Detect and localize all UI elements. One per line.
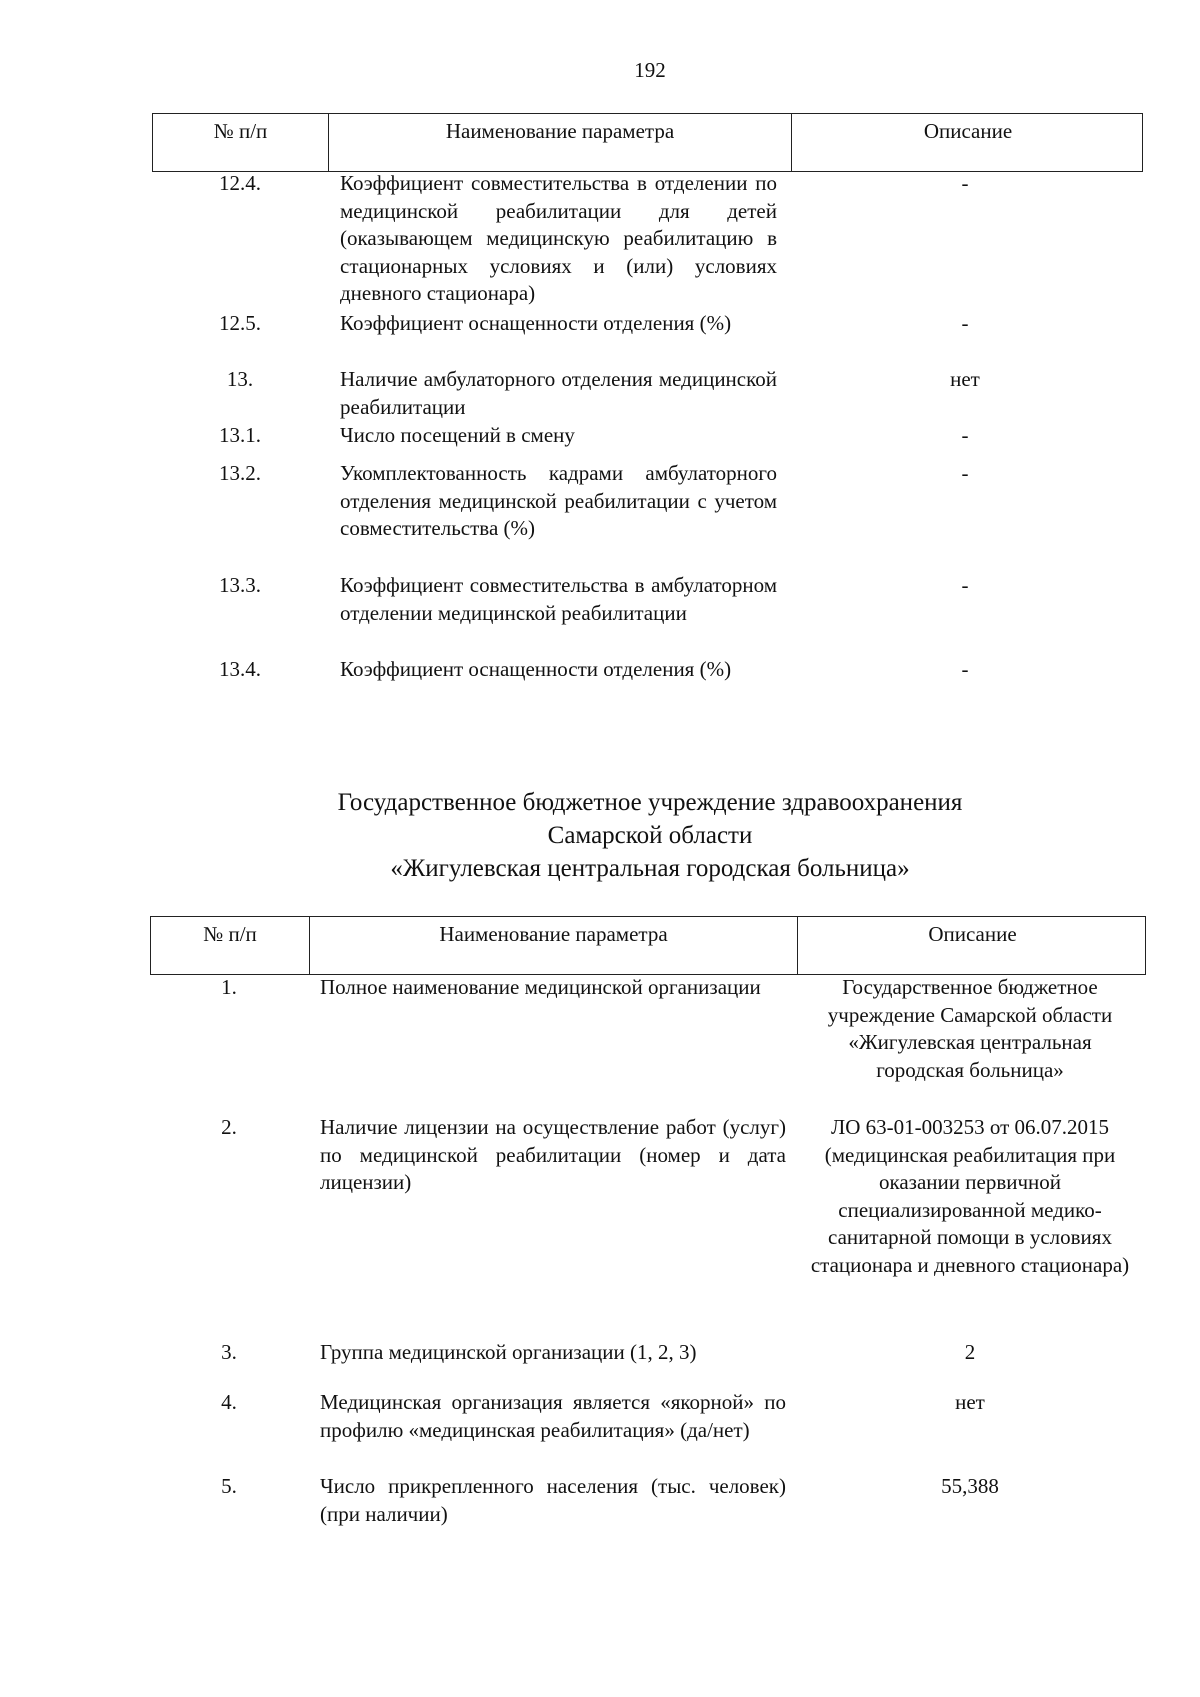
row-number: 13.3. <box>219 573 261 597</box>
row-number: 1. <box>221 975 237 999</box>
page-number: 192 <box>634 58 666 82</box>
row-description: - <box>961 573 969 597</box>
row-name: Наличие лицензии на осуществление работ (услуг) по медицинской реабилитации (номер и дата лицензии) <box>320 1115 786 1194</box>
row-number: 12.4. <box>219 171 261 195</box>
row-number: 13.4. <box>219 657 261 681</box>
row-number: 12.5. <box>219 311 261 335</box>
row-number: 5. <box>221 1474 237 1498</box>
row-name: Число посещений в смену <box>340 423 575 447</box>
row-number: 2. <box>221 1115 237 1139</box>
table2-header-num: № п/п <box>203 922 257 946</box>
row-description: - <box>961 171 969 195</box>
table1-header-num: № п/п <box>213 119 268 143</box>
row-description: нет <box>950 367 980 391</box>
row-name: Коэффициент совместительства в амбулаторном отделении медицинской реабилитации <box>340 573 777 625</box>
row-description: - <box>961 657 969 681</box>
row-number: 13. <box>226 367 254 391</box>
row-number: 13.1. <box>219 423 261 447</box>
row-name: Наличие амбулаторного отделения медицинской реабилитации <box>340 367 777 419</box>
row-description: нет <box>955 1390 985 1414</box>
row-name: Число прикрепленного населения (тыс. человек) (при наличии) <box>320 1474 786 1526</box>
row-name: Коэффициент оснащенности отделения (%) <box>340 311 732 335</box>
table2-header-desc: Описание <box>797 917 1147 974</box>
section-title-line2: Самарской области <box>547 822 753 849</box>
table1-header <box>152 113 1143 172</box>
row-description: - <box>961 423 969 447</box>
row-description: 55,388 <box>941 1474 999 1498</box>
row-name: Укомплектованность кадрами амбулаторного отделения медицинской реабилитации с учетом совместительства (%) <box>340 461 777 540</box>
row-name: Коэффициент оснащенности отделения (%) <box>340 657 732 681</box>
row-description: 2 <box>964 1340 976 1364</box>
table2-header-name: Наименование параметра <box>309 917 797 974</box>
row-number: 13.2. <box>219 461 261 485</box>
row-description: - <box>961 311 969 335</box>
row-name: Медицинская организация является «якорной» по профилю «медицинская реабилитация» (да/нет) <box>320 1390 786 1442</box>
table2-header <box>150 916 1146 975</box>
row-number: 3. <box>221 1340 237 1364</box>
row-name: Коэффициент совместительства в отделении по медицинской реабилитации для детей (оказывающем медицинскую реабилитацию в стационарных условиях и (или) условиях дневного стационара) <box>340 171 777 305</box>
row-description: ЛО 63-01-003253 от 06.07.2015 (медицинская реабилитация при оказании первичной специализированной медико-санитарной помощи в условиях стационара и дневного стационара) <box>810 1115 1130 1277</box>
row-description: Государственное бюджетное учреждение Самарской области «Жигулевская центральная городская больница» <box>827 975 1113 1082</box>
table1-header-desc: Описание <box>791 114 1144 171</box>
row-number: 4. <box>221 1390 237 1414</box>
section-title-line1: Государственное бюджетное учреждение здравоохранения <box>337 789 963 816</box>
row-name: Полное наименование медицинской организации <box>320 975 761 999</box>
row-name: Группа медицинской организации (1, 2, 3) <box>320 1340 697 1364</box>
table1-header-name: Наименование параметра <box>328 114 791 171</box>
section-title-line3: «Жигулевская центральная городская больница» <box>390 855 910 882</box>
row-description: - <box>961 461 969 485</box>
